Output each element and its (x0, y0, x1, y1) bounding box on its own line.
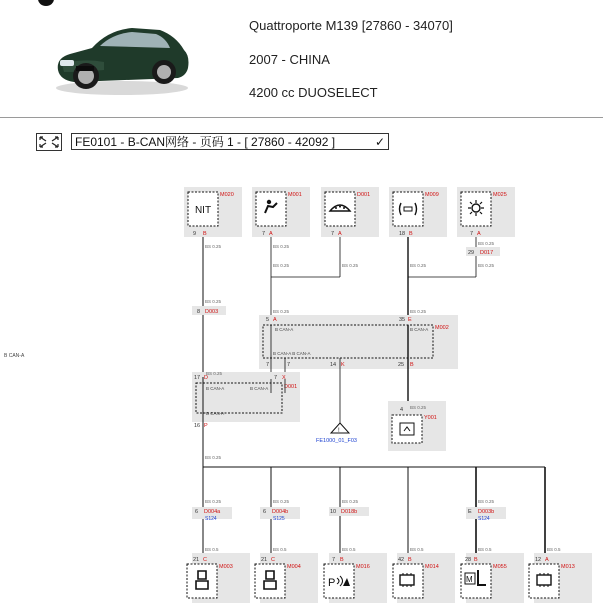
bottom-node-M003 (187, 553, 250, 603)
svg-text:BS 0.25: BS 0.25 (478, 499, 495, 504)
header-divider (0, 117, 603, 118)
svg-text:D003: D003 (205, 309, 219, 315)
svg-text:B CAN-A B CAN-A: B CAN-A B CAN-A (273, 351, 311, 356)
svg-text:BS 0.25: BS 0.25 (206, 371, 223, 376)
svg-text:A: A (338, 231, 342, 237)
svg-text:D004a: D004a (204, 509, 221, 515)
svg-text:S125: S125 (273, 516, 285, 522)
svg-text:A: A (545, 557, 549, 563)
svg-text:7: 7 (287, 362, 291, 368)
svg-text:B: B (474, 557, 478, 563)
svg-text:7: 7 (331, 231, 335, 237)
svg-text:35: 35 (399, 317, 406, 323)
top-node-M025 (457, 187, 515, 237)
svg-text:BS 0.5: BS 0.5 (342, 547, 356, 552)
svg-text:BS 0.5: BS 0.5 (205, 547, 219, 552)
svg-text:10: 10 (330, 509, 337, 515)
svg-text:7: 7 (274, 375, 278, 381)
svg-text:BS 0.5: BS 0.5 (547, 547, 561, 552)
svg-text:D003b: D003b (478, 509, 495, 515)
svg-text:A: A (269, 231, 273, 237)
bottom-node-M055 (461, 553, 524, 603)
svg-text:P: P (204, 423, 208, 429)
svg-text:D018b: D018b (341, 509, 358, 515)
svg-text:Y001: Y001 (424, 415, 437, 421)
connector-D018b (329, 499, 369, 516)
svg-text:BS 0.5: BS 0.5 (410, 547, 424, 552)
diagram-page-select-value: FE0101 - B-CAN网络 - 页码 1 - [ 27860 - 42092 ] (75, 135, 336, 149)
svg-text:BS 0.25: BS 0.25 (410, 263, 427, 268)
bottom-node-M014 (393, 553, 455, 603)
svg-text:7: 7 (266, 362, 270, 368)
svg-text:BS 0.5: BS 0.5 (273, 547, 287, 552)
svg-text:7: 7 (262, 231, 266, 237)
svg-text:M016: M016 (356, 564, 370, 570)
top-node-M009 (389, 187, 447, 237)
svg-text:C: C (203, 557, 207, 563)
svg-text:BS 0.25: BS 0.25 (410, 405, 427, 410)
svg-text:B: B (408, 557, 412, 563)
svg-text:7: 7 (470, 231, 474, 237)
svg-text:BS 0.25: BS 0.25 (478, 241, 495, 246)
bottom-node-M013 (529, 553, 592, 603)
svg-text:18: 18 (399, 231, 406, 237)
svg-text:S124: S124 (205, 516, 217, 522)
svg-text:12: 12 (535, 557, 542, 563)
module-D001 (192, 371, 300, 429)
svg-text:D017: D017 (480, 250, 494, 256)
node-id: M020 (220, 192, 234, 198)
top-node-M020 (184, 187, 242, 237)
svg-text:BS 0.25: BS 0.25 (205, 244, 222, 249)
top-node-D001 (321, 187, 379, 237)
svg-text:17: 17 (194, 375, 201, 381)
svg-text:BS 0.25: BS 0.25 (410, 309, 427, 314)
module-M002 (259, 315, 458, 369)
svg-text:B CAN-A: B CAN-A (206, 386, 225, 391)
diagram-page-select[interactable] (71, 133, 389, 150)
svg-text:B CAN-A: B CAN-A (410, 327, 429, 332)
wiring-diagram (0, 165, 603, 606)
vehicle-model: Quattroporte M139 [27860 - 34070] (249, 18, 453, 33)
connector-D004a (192, 499, 232, 522)
svg-text:25: 25 (398, 362, 405, 368)
svg-text:29: 29 (468, 250, 475, 256)
svg-text:21: 21 (193, 557, 200, 563)
svg-text:B: B (203, 231, 207, 237)
svg-text:D: D (204, 375, 208, 381)
svg-text:A: A (273, 317, 277, 323)
svg-text:D004b: D004b (272, 509, 289, 515)
warning-icon (331, 423, 349, 434)
svg-text:BS 0.25: BS 0.25 (273, 499, 290, 504)
svg-text:BS 0.25: BS 0.25 (273, 309, 290, 314)
top-node-M001 (252, 187, 310, 237)
svg-text:BS 0.25: BS 0.25 (273, 263, 290, 268)
svg-text:BS 0.25: BS 0.25 (205, 299, 222, 304)
svg-text:B CAN-A: B CAN-A (250, 386, 269, 391)
nit-icon: NIT (194, 205, 212, 216)
svg-text:B CAN-A: B CAN-A (206, 411, 225, 416)
svg-text:M014: M014 (425, 564, 439, 570)
svg-text:6: 6 (263, 509, 267, 515)
svg-text:B: B (340, 557, 344, 563)
svg-text:M003: M003 (219, 564, 233, 570)
parking-sensor-icon: P (328, 577, 336, 589)
svg-text:B: B (410, 362, 414, 368)
svg-text:B: B (409, 231, 413, 237)
svg-text:M009: M009 (425, 192, 439, 198)
chevron-down-icon: ✓ (374, 135, 385, 149)
svg-text:D001: D001 (284, 384, 298, 390)
svg-text:M001: M001 (288, 192, 302, 198)
top-bullet-icon (38, 0, 54, 6)
svg-text:BS 0.5: BS 0.5 (478, 547, 492, 552)
svg-text:4: 4 (400, 407, 404, 413)
svg-text:K: K (341, 362, 345, 368)
svg-text:16: 16 (194, 423, 201, 429)
connector-D003b (466, 499, 506, 522)
svg-text:!: ! (338, 428, 340, 434)
vehicle-year-market: 2007 - CHINA (249, 52, 330, 67)
svg-text:8: 8 (197, 309, 201, 315)
expand-diagram-icon[interactable] (36, 133, 62, 151)
bottom-node-M016 (324, 553, 387, 603)
fe-reference-link: FE1000_01_F03 (316, 438, 357, 444)
svg-text:28: 28 (465, 557, 472, 563)
svg-text:E: E (468, 509, 472, 515)
svg-text:M004: M004 (287, 564, 301, 570)
svg-text:D001: D001 (357, 192, 371, 198)
vehicle-engine: 4200 cc DUOSELECT (249, 85, 378, 100)
svg-text:BS 0.25: BS 0.25 (342, 499, 359, 504)
svg-text:14: 14 (330, 362, 337, 368)
svg-text:A: A (477, 231, 481, 237)
svg-text:6: 6 (195, 509, 199, 515)
vehicle-image (52, 10, 192, 98)
svg-text:X: X (282, 375, 286, 381)
memory-seat-icon: M (466, 575, 473, 584)
svg-text:7: 7 (332, 557, 336, 563)
svg-text:B CAN-A: B CAN-A (275, 327, 294, 332)
svg-text:M025: M025 (493, 192, 507, 198)
svg-text:BS 0.25: BS 0.25 (342, 263, 359, 268)
svg-text:S124: S124 (478, 516, 490, 522)
bottom-node-M004 (255, 553, 318, 603)
svg-text:BS 0.25: BS 0.25 (205, 499, 222, 504)
svg-text:5: 5 (266, 317, 270, 323)
svg-text:M013: M013 (561, 564, 575, 570)
svg-text:BS 0.25: BS 0.25 (273, 244, 290, 249)
svg-text:M055: M055 (493, 564, 507, 570)
svg-text:M002: M002 (435, 325, 449, 331)
svg-text:C: C (271, 557, 275, 563)
connector-D004b (260, 499, 300, 522)
side-bus-label: B CAN-A (4, 353, 25, 359)
svg-text:42: 42 (398, 557, 405, 563)
svg-text:21: 21 (261, 557, 268, 563)
module-Y001 (388, 401, 446, 451)
svg-text:E: E (408, 317, 412, 323)
svg-text:9: 9 (193, 231, 197, 237)
svg-text:BS 0.25: BS 0.25 (478, 263, 495, 268)
svg-text:BS 0.25: BS 0.25 (205, 455, 222, 460)
